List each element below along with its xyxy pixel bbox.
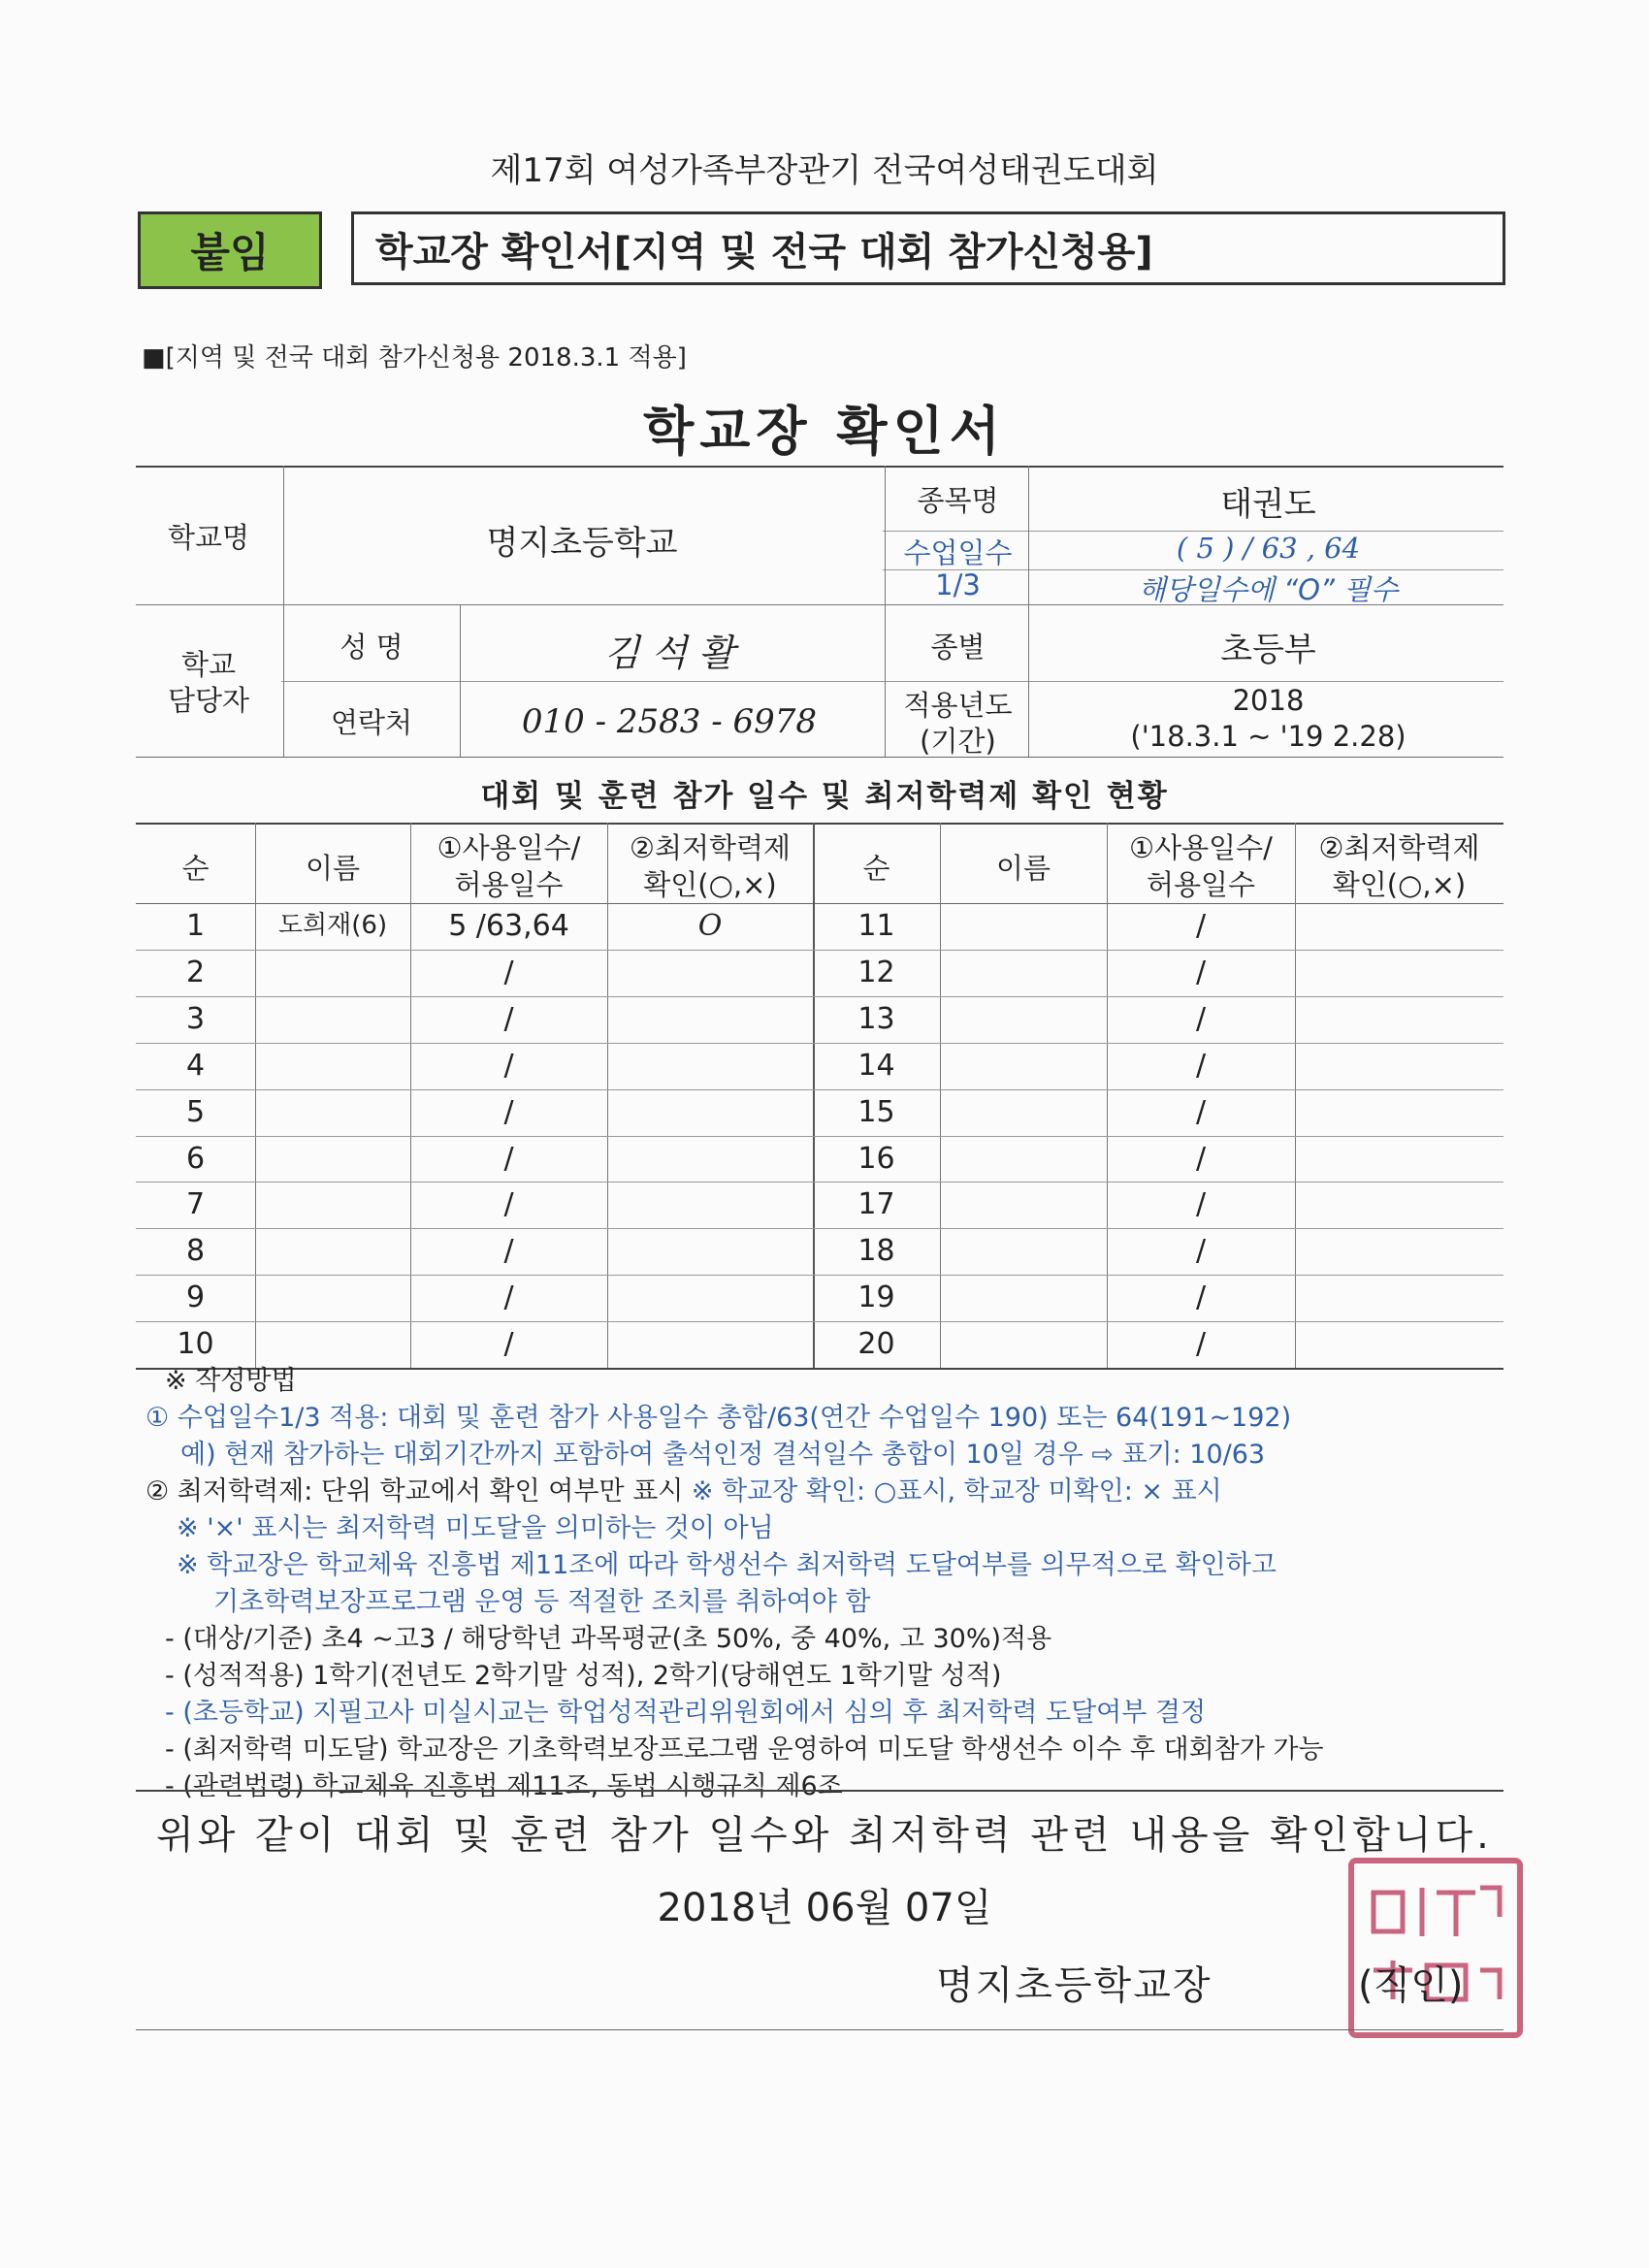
- box-title: 학교장 확인서[지역 및 전국 대회 참가신청용]: [351, 211, 1505, 285]
- left-row-8-check: [607, 1228, 813, 1274]
- instructions-heading: ※ 작성방법: [165, 1366, 297, 1396]
- left-row-10-name: [255, 1321, 410, 1367]
- right-row-1-check: [1295, 903, 1504, 949]
- right-row-6-days: /: [1195, 1141, 1207, 1176]
- col-days-left-2: 허용일수: [454, 868, 564, 901]
- contact-value: 010 - 2583 - 6978: [521, 702, 818, 741]
- right-row-5-check: [1295, 1089, 1504, 1135]
- left-row-8-days: /: [503, 1234, 514, 1269]
- left-row-2-check: [607, 950, 813, 995]
- left-row-6-days: /: [503, 1141, 514, 1176]
- right-row-9-days: /: [1195, 1280, 1207, 1315]
- principal-name: 명지초등학교장: [936, 1963, 1212, 2008]
- right-row-9-no: 19: [857, 1280, 895, 1315]
- right-row-1-name: [940, 903, 1107, 949]
- right-row-6-check: [1295, 1136, 1504, 1182]
- col-days-right-2: 허용일수: [1146, 868, 1256, 901]
- right-row-5-no: 15: [857, 1094, 895, 1129]
- left-row-3-days: /: [503, 1001, 514, 1036]
- school-label: 학교명: [167, 521, 250, 554]
- left-row-3-check: [607, 996, 813, 1042]
- instruction-line-7: - (대상/기준) 초4 ~고3 / 해당학년 과목평균(초 50%, 중 40%, 고 30%)적용: [165, 1624, 1052, 1654]
- right-row-3-days: /: [1195, 1001, 1207, 1036]
- instruction-line-3b: ※ 학교장 확인: ○표시, 학교장 미확인: × 표시: [691, 1476, 1222, 1507]
- instruction-line-4: ※ '×' 표시는 최저학력 미도달을 의미하는 것이 아님: [177, 1513, 774, 1543]
- right-row-7-days: /: [1195, 1187, 1207, 1222]
- instruction-line-3a: ② 최저학력제: 단위 학교에서 확인 여부만 표시: [146, 1476, 692, 1507]
- left-row-7-days: /: [503, 1187, 514, 1222]
- name-label: 성 명: [340, 631, 404, 664]
- right-row-9-check: [1295, 1275, 1504, 1320]
- right-row-10-no: 20: [857, 1327, 895, 1362]
- left-row-2-no: 2: [185, 955, 206, 989]
- col-check-left-2: 확인(○,×): [643, 868, 777, 901]
- left-row-10-check: [607, 1321, 813, 1367]
- left-row-9-check: [607, 1275, 813, 1320]
- left-row-9-days: /: [503, 1280, 514, 1315]
- right-row-8-days: /: [1195, 1234, 1207, 1269]
- right-row-1-no: 11: [857, 909, 895, 943]
- left-row-5-days: /: [503, 1094, 514, 1129]
- name-value: 김 석 활: [603, 632, 735, 674]
- left-row-9-name: [255, 1275, 410, 1320]
- info-table: [136, 466, 1504, 759]
- left-row-8-name: [255, 1228, 410, 1274]
- left-row-2-days: /: [503, 955, 514, 989]
- right-row-3-name: [940, 996, 1107, 1042]
- days-label-2: 1/3: [935, 568, 981, 601]
- confirm-statement: 위와 같이 대회 및 훈련 참가 일수와 최저학력 관련 내용을 확인합니다.: [156, 1813, 1493, 1858]
- division-value: 초등부: [1220, 631, 1316, 669]
- participation-table: [136, 823, 1504, 1368]
- right-row-2-no: 12: [857, 955, 895, 989]
- left-row-1-name: 도희재(6): [277, 911, 388, 940]
- left-row-4-check: [607, 1043, 813, 1088]
- left-row-4-days: /: [503, 1048, 514, 1083]
- school-value: 명지초등학교: [486, 524, 678, 563]
- right-row-5-name: [940, 1089, 1107, 1135]
- division-label: 종별: [930, 631, 986, 664]
- left-row-1-check: O: [697, 909, 723, 943]
- left-row-6-name: [255, 1136, 410, 1182]
- issue-date: 2018년 06월 07일: [657, 1886, 992, 1930]
- col-check-right-1: ②최저학력제: [1318, 831, 1480, 864]
- instruction-line-10: - (최저학력 미도달) 학교장은 기초학력보장프로그램 운영하여 미도달 학생선수 이수 후 대회참가 가능: [165, 1734, 1324, 1765]
- left-row-5-check: [607, 1089, 813, 1135]
- instruction-line-6: 기초학력보장프로그램 운영 등 적절한 조치를 취하여야 함: [213, 1587, 871, 1617]
- right-row-7-check: [1295, 1182, 1504, 1227]
- left-row-6-check: [607, 1136, 813, 1182]
- col-check-right-2: 확인(○,×): [1332, 868, 1467, 901]
- right-row-1-days: /: [1195, 909, 1207, 943]
- left-row-6-no: 6: [185, 1141, 206, 1176]
- left-row-5-name: [255, 1089, 410, 1135]
- official-seal-stamp: [1348, 1858, 1523, 2038]
- year-label-1: 적용년도: [903, 689, 1013, 722]
- instruction-line-1: ① 수업일수1/3 적용: 대회 및 훈련 참가 사용일수 총합/63(연간 수업일수 190) 또는 64(191~192): [146, 1403, 1292, 1433]
- col-days-left-1: ①사용일수/: [436, 831, 581, 864]
- left-row-1-no: 1: [185, 909, 206, 943]
- right-row-3-no: 13: [857, 1001, 895, 1036]
- right-row-8-check: [1295, 1228, 1504, 1274]
- left-row-7-no: 7: [185, 1187, 206, 1222]
- instruction-line-9: - (초등학교) 지필고사 미실시교는 학업성적관리위원회에서 심의 후 최저학력 도달여부 결정: [165, 1698, 1207, 1728]
- left-row-10-days: /: [503, 1327, 514, 1362]
- right-row-10-check: [1295, 1321, 1504, 1367]
- year-value-2: ('18.3.1 ~ '19 2.28): [1130, 720, 1406, 753]
- days-label-1: 수업일수: [903, 536, 1013, 569]
- right-row-2-days: /: [1195, 955, 1207, 989]
- manager-label-2: 담당자: [167, 684, 250, 717]
- right-row-7-name: [940, 1182, 1107, 1227]
- right-row-3-check: [1295, 996, 1504, 1042]
- sport-value: 태권도: [1220, 485, 1316, 524]
- right-row-4-days: /: [1195, 1048, 1207, 1083]
- year-value-1: 2018: [1232, 684, 1305, 717]
- col-no-right: 순: [862, 852, 890, 885]
- manager-label-1: 학교: [180, 648, 237, 681]
- left-row-3-no: 3: [185, 1001, 206, 1036]
- left-row-2-name: [255, 950, 410, 995]
- right-row-6-no: 16: [857, 1141, 895, 1176]
- left-row-8-no: 8: [185, 1234, 206, 1269]
- instruction-line-11: - (관련법령) 학교체육 진흥법 제11조, 동법 시행규칙 제6조: [165, 1771, 843, 1801]
- days-value: ( 5 ) / 63 , 64: [1176, 532, 1361, 565]
- col-name-right: 이름: [995, 852, 1051, 885]
- right-row-10-days: /: [1195, 1327, 1207, 1362]
- seal-label: (직인): [1358, 1963, 1464, 2008]
- left-row-4-name: [255, 1043, 410, 1088]
- right-row-4-name: [940, 1043, 1107, 1088]
- left-row-7-name: [255, 1182, 410, 1227]
- left-row-7-check: [607, 1182, 813, 1227]
- left-row-3-name: [255, 996, 410, 1042]
- apply-note: ■[지역 및 전국 대회 참가신청용 2018.3.1 적용]: [142, 343, 687, 373]
- left-row-9-no: 9: [185, 1280, 206, 1315]
- days-note: 해당일수에 “O” 필수: [1138, 573, 1399, 606]
- col-no-left: 순: [181, 852, 210, 885]
- right-row-7-no: 17: [857, 1187, 895, 1222]
- instruction-line-5: ※ 학교장은 학교체육 진흥법 제11조에 따라 학생선수 최저학력 도달여부를 의무적으로 확인하고: [177, 1550, 1277, 1580]
- right-row-9-name: [940, 1275, 1107, 1320]
- left-row-10-no: 10: [177, 1327, 214, 1362]
- table-title: 대회 및 훈련 참가 일수 및 최저학력제 확인 현황: [480, 779, 1169, 814]
- right-row-2-name: [940, 950, 1107, 995]
- right-row-8-no: 18: [857, 1234, 895, 1269]
- left-row-4-no: 4: [185, 1048, 206, 1083]
- right-row-2-check: [1295, 950, 1504, 995]
- right-row-10-name: [940, 1321, 1107, 1367]
- instructions: [146, 1363, 1504, 1805]
- col-days-right-1: ①사용일수/: [1129, 831, 1273, 864]
- doc-title: 학교장 확인서: [643, 401, 1006, 462]
- right-row-4-check: [1295, 1043, 1504, 1088]
- left-row-5-no: 5: [185, 1094, 206, 1129]
- right-row-4-no: 14: [857, 1048, 895, 1083]
- right-row-6-name: [940, 1136, 1107, 1182]
- instruction-line-2: 예) 현재 참가하는 대회기간까지 포함하여 출석인정 결석일수 총합이 10일 경우 ⇨ 표기: 10/63: [180, 1440, 1266, 1470]
- col-name-left: 이름: [305, 852, 361, 885]
- left-row-1-days: 5 /63,64: [448, 909, 569, 943]
- attachment-badge: 붙임: [138, 211, 322, 289]
- year-label-2: (기간): [920, 725, 996, 758]
- sport-label: 종목명: [917, 484, 999, 517]
- col-check-left-1: ②최저학력제: [629, 831, 792, 864]
- right-row-8-name: [940, 1228, 1107, 1274]
- contact-label: 연락처: [330, 706, 413, 739]
- event-title: 제17회 여성가족부장관기 전국여성태권도대회: [490, 151, 1159, 190]
- instruction-line-8: - (성적적용) 1학기(전년도 2학기말 성적), 2학기(당해연도 1학기말 성적): [165, 1661, 1002, 1691]
- right-row-5-days: /: [1195, 1094, 1207, 1129]
